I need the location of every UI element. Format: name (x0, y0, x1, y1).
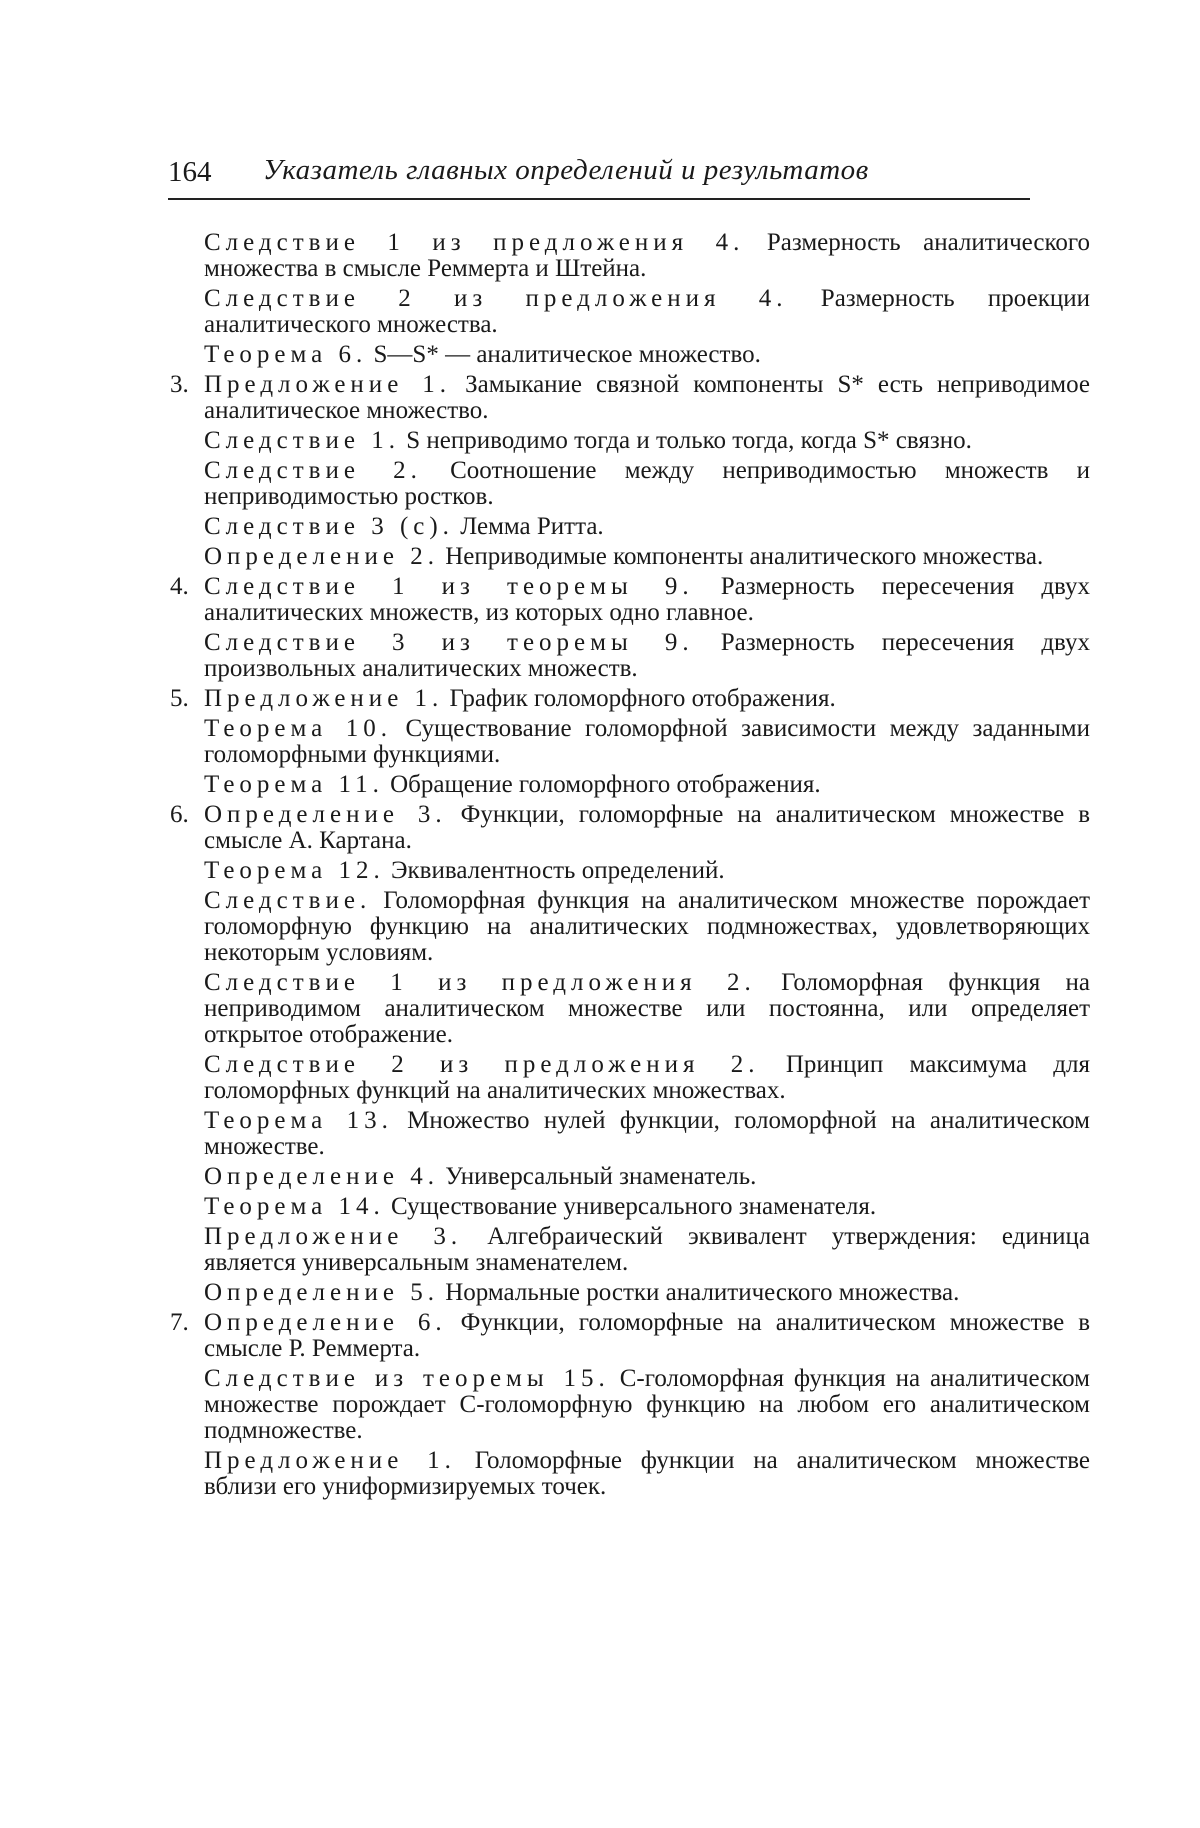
entry-text: Функции, голоморфные на аналитическом множестве в смысле А. Картана. (204, 801, 1090, 854)
index-entry (204, 716, 1090, 768)
entry-text: Универсальный знаменатель. (439, 1163, 756, 1190)
index-entries (0, 230, 1200, 1500)
entry-text: Голоморфные функции на аналитическом множестве вблизи его униформизируемых точек. (204, 1447, 1090, 1500)
entry-text: График голоморфного отображения. (443, 685, 835, 712)
index-entry (204, 1310, 1090, 1362)
entry-label: Следствие 1 из теоремы 9. (204, 573, 694, 600)
entry-text: Размерность проекции аналитического множества. (204, 285, 1090, 338)
entry-label: Предложение 3. (204, 1223, 462, 1250)
entry-text: Размерность пересечения двух аналитических множеств, из которых одно главное. (204, 573, 1090, 626)
entry-label: Теорема 13. (204, 1107, 393, 1134)
entry-label: Предложение 1. (204, 685, 443, 712)
index-entry (204, 802, 1090, 854)
entry-text: Размерность аналитического множества в смысле Реммерта и Штейна. (204, 229, 1090, 282)
index-entry (204, 1052, 1090, 1104)
entry-text: Существование голоморфной зависимости между заданными голоморфными функциями. (204, 715, 1090, 768)
entry-label: Теорема 14. (204, 1193, 385, 1220)
entry-text: Размерность пересечения двух произвольных аналитических множеств. (204, 629, 1090, 682)
entry-text: Голоморфная функция на аналитическом множестве порождает голоморфную функцию на аналитических подмножествах, удовлетворяющих некоторым условиям. (204, 887, 1090, 966)
entry-label: Теорема 10. (204, 715, 392, 742)
entry-label: Следствие 1 из предложения 2. (204, 969, 756, 996)
index-entry (204, 1224, 1090, 1276)
entry-text: Нормальные ростки аналитического множества. (439, 1279, 959, 1306)
entry-label: Следствие 1. (204, 427, 400, 454)
entry-text: Существование универсального знаменателя. (385, 1193, 876, 1220)
index-entry (204, 772, 1090, 798)
entry-label: Предложение 1. (204, 371, 451, 398)
index-entry (204, 888, 1090, 966)
entry-label: Следствие. (204, 887, 371, 914)
entry-text: Обращение голоморфного отображения. (384, 771, 821, 798)
entry-text: S неприводимо тогда и только тогда, когда S* связно. (400, 427, 972, 454)
index-entry (204, 1194, 1090, 1220)
index-entry (204, 458, 1090, 510)
entry-label: Следствие 2. (204, 457, 422, 484)
entry-text: Эквивалентность определений. (385, 857, 725, 884)
entry-text: S—S* — аналитическое множество. (367, 341, 761, 368)
section-number: 5. (170, 686, 189, 712)
entry-label: Теорема 12. (204, 857, 385, 884)
index-entry (204, 630, 1090, 682)
index-entry (204, 1448, 1090, 1500)
index-entry (204, 372, 1090, 424)
section-number: 4. (170, 574, 189, 600)
section-number: 6. (170, 802, 189, 828)
index-entry (204, 1280, 1090, 1306)
entry-label: Теорема 6. (204, 341, 367, 368)
section-number: 3. (170, 372, 189, 398)
entry-label: Следствие из теоремы 15. (204, 1365, 610, 1392)
entry-label: Следствие 2 из предложения 4. (204, 285, 788, 312)
index-entry (204, 970, 1090, 1048)
entry-text: Функции, голоморфные на аналитическом множестве в смысле Р. Реммерта. (204, 1309, 1090, 1362)
index-entry (204, 1108, 1090, 1160)
entry-label: Определение 2. (204, 543, 439, 570)
index-entry (204, 1164, 1090, 1190)
index-entry (204, 428, 1090, 454)
entry-label: Предложение 1. (204, 1447, 456, 1474)
entry-text: Неприводимые компоненты аналитического множества. (439, 543, 1043, 570)
index-entry (204, 544, 1090, 570)
entry-label: Следствие 3 (с). (204, 513, 454, 540)
entry-text: С-голоморфная функция на аналитическом множестве порождает С-голоморфную функцию на любом его аналитическом подмножестве. (204, 1365, 1090, 1444)
page-header (168, 154, 1030, 200)
index-entry (204, 686, 1090, 712)
index-entry (204, 574, 1090, 626)
section-number: 7. (170, 1310, 189, 1336)
book-page (0, 0, 1200, 1828)
entry-label: Следствие 2 из предложения 2. (204, 1051, 760, 1078)
entry-text: Соотношение между неприводимостью множеств и неприводимостью ростков. (204, 457, 1090, 510)
index-entry (204, 514, 1090, 540)
index-entry (204, 230, 1090, 282)
entry-text: Замыкание связной компоненты S* есть неприводимое аналитическое множество. (204, 371, 1090, 424)
entry-label: Определение 4. (204, 1163, 439, 1190)
index-entry (204, 1366, 1090, 1444)
entry-label: Теорема 11. (204, 771, 384, 798)
entry-label: Определение 3. (204, 801, 447, 828)
index-entry (204, 858, 1090, 884)
page-number: 164 (168, 156, 212, 189)
entry-label: Следствие 1 из предложения 4. (204, 229, 744, 256)
entry-label: Определение 6. (204, 1309, 447, 1336)
index-entry (204, 342, 1090, 368)
entry-text: Алгебраический эквивалент утверждения: единица является универсальным знаменателем. (204, 1223, 1090, 1276)
entry-text: Лемма Ритта. (454, 513, 604, 540)
entry-text: Принцип максимума для голоморфных функций на аналитических множествах. (204, 1051, 1090, 1104)
running-title: Указатель главных определений и результатов (263, 154, 869, 187)
entry-label: Следствие 3 из теоремы 9. (204, 629, 694, 656)
entry-label: Определение 5. (204, 1279, 439, 1306)
entry-text: Голоморфная функция на неприводимом аналитическом множестве или постоянна, или определяет открытое отображение. (204, 969, 1090, 1048)
index-entry (204, 286, 1090, 338)
entry-text: Множество нулей функции, голоморфной на аналитическом множестве. (204, 1107, 1090, 1160)
